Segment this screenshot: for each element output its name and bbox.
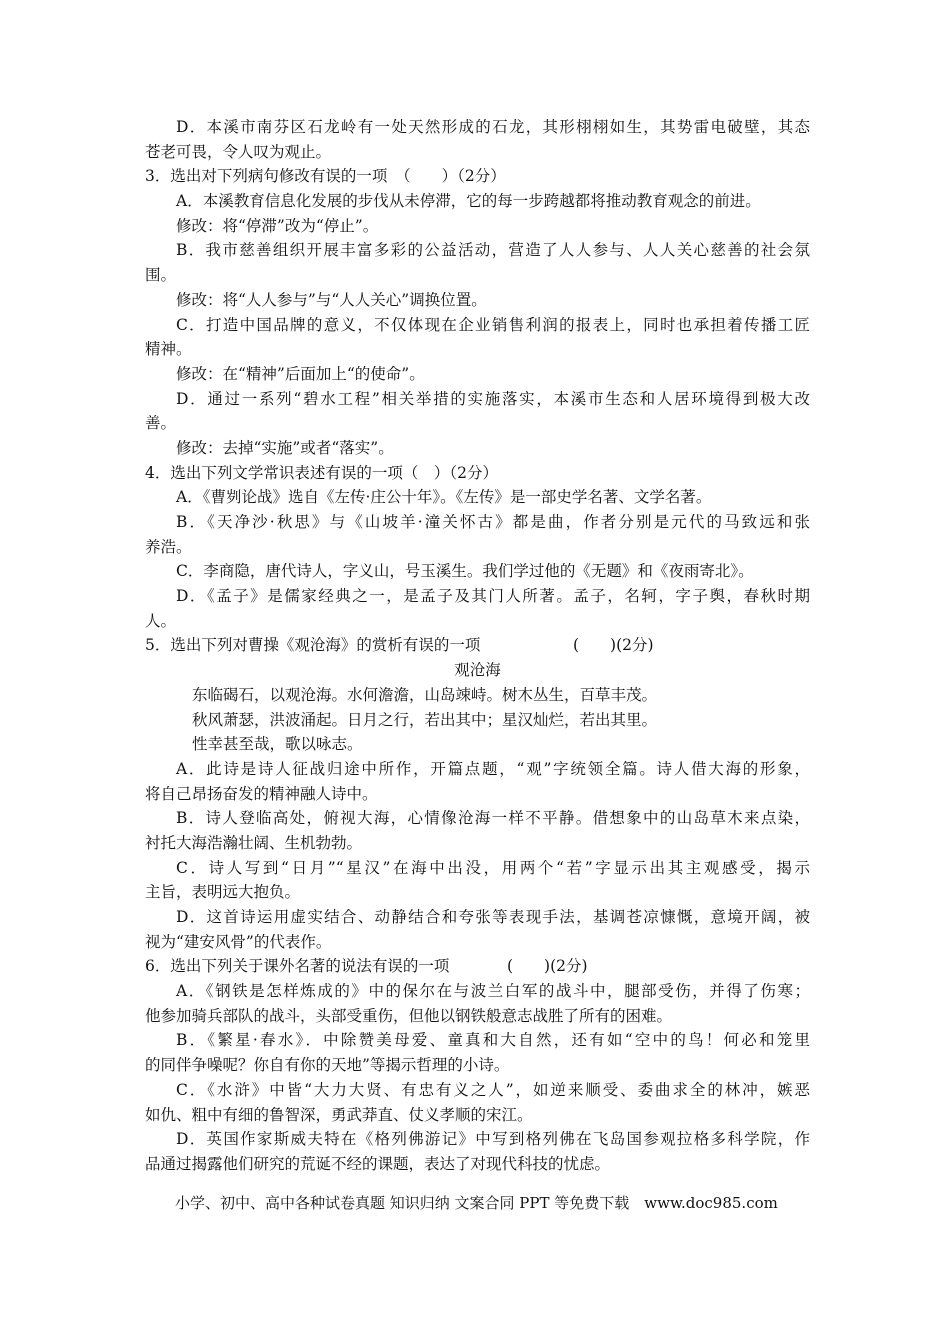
q3-option-a-fix: 修改：将“停滞”改为“停止”。 xyxy=(176,216,379,235)
q3-option-d-line2: 善。 xyxy=(145,414,177,433)
q6-title: 6．选出下列关于课外名著的说法有误的一项 xyxy=(145,957,450,976)
q4-option-c: C．李商隐，唐代诗人，字义山，号玉溪生。我们学过他的《无题》和《夜雨寄北》。 xyxy=(176,562,754,581)
q6-option-a-line1: A．《钢铁是怎样炼成的》中的保尔在与波兰白军的战斗中，腿部受伤，并得了伤寒； xyxy=(176,982,810,1001)
q3-option-b-line1: B．我市慈善组织开展丰富多彩的公益活动，营造了人人参与、人人关心慈善的社会氛 xyxy=(176,241,810,260)
q2-option-d-line2: 苍老可畏，令人叹为观止。 xyxy=(145,142,332,161)
q2-option-d-line1: D．本溪市南芬区石龙岭有一处天然形成的石龙，其形栩栩如生，其势雷电破壁，其态 xyxy=(176,118,810,136)
q4-title: 4．选出下列文学常识表述有误的一项（ ）（2分） xyxy=(145,463,498,482)
q5-poem-line1: 东临碣石，以观沧海。水何澹澹，山岛竦峙。树木丛生，百草丰茂。 xyxy=(192,685,658,704)
q5-option-a-line1: A．此诗是诗人征战归途中所作，开篇点题，“观”字统领全篇。诗人借大海的形象， xyxy=(176,759,810,778)
q5-title: 5．选出下列对曹操《观沧海》的赏析有误的一项 xyxy=(145,636,481,655)
page-footer: 小学、初中、高中各种试卷真题 知识归纳 文案合同 PPT 等免费下载 www.doc985.com xyxy=(175,1194,778,1212)
q5-option-a-line2: 将自己昂扬奋发的精神融人诗中。 xyxy=(145,784,378,803)
q3-option-b-fix: 修改：将“人人参与”与“人人关心”调换位置。 xyxy=(176,290,487,309)
q6-option-b-line2: 的同伴争噪呢？你自有你的天地”等揭示哲理的小诗。 xyxy=(145,1056,510,1075)
q3-option-b-line2: 围。 xyxy=(145,266,177,285)
q6-option-b-line1: B．《繁星·春水》．中除赞美母爱、童真和大自然，还有如“空中的鸟！何必和笼里 xyxy=(176,1031,810,1050)
q4-option-a: A．《曹刿论战》选自《左传·庄公十年》。《左传》是一部史学名著、文学名著。 xyxy=(176,488,712,507)
q5-poem-line3: 性幸甚至哉，歌以咏志。 xyxy=(192,735,363,754)
q6-option-d-line1: D．英国作家斯威夫特在《格列佛游记》中写到格列佛在飞岛国参观拉格多科学院，作 xyxy=(176,1130,810,1149)
q5-option-d-line1: D．这首诗运用虚实结合、动静结合和夸张等表现手法，基调苍凉慷慨，意境开阔，被 xyxy=(176,908,810,926)
q5-option-c-line2: 主旨，表明远大抱负。 xyxy=(145,883,301,902)
q6-option-c-line1: C．《水浒》中皆“大力大贤、有忠有义之人”，如逆来顺受、委曲求全的林冲，嫉恶 xyxy=(176,1080,810,1099)
q5-poem-line2: 秋风萧瑟，洪波涌起。日月之行，若出其中；星汉灿烂，若出其里。 xyxy=(192,710,658,729)
q5-title-row xyxy=(145,633,810,658)
q5-poem-title: 观沧海 xyxy=(454,661,501,680)
q3-option-c-line1: C．打造中国品牌的意义，不仅体现在企业销售利润的报表上，同时也承担着传播工匠 xyxy=(176,315,810,334)
q5-option-b-line2: 衬托大海浩瀚壮阔、生机勃勃。 xyxy=(145,833,363,852)
q5-option-c-line1: C．诗人写到“日月”“星汉”在海中出没，用两个“若”字显示出其主观感受，揭示 xyxy=(176,858,810,877)
q6-option-c-line2: 如仇、粗中有细的鲁智深，勇武莽直、仗义孝顺的宋江。 xyxy=(145,1105,533,1124)
q3-title: 3．选出对下列病句修改有误的一项 （ ）（2分） xyxy=(145,167,506,186)
q6-option-a-line2: 他参加骑兵部队的战斗，头部受重伤，但他以钢铁般意志战胜了所有的困难。 xyxy=(145,1006,673,1025)
q5-option-b-line1: B．诗人登临高处，俯视大海，心情像沧海一样不平静。借想象中的山岛草木来点染， xyxy=(176,809,810,828)
q3-option-d-line1: D．通过一系列“碧水工程”相关举措的实施落实，本溪市生态和人居环境得到极大改 xyxy=(176,389,810,408)
q5-option-d-line2: 视为“建安风骨”的代表作。 xyxy=(145,932,332,951)
q4-option-b-line2: 养浩。 xyxy=(145,537,192,556)
q4-option-d-line1: D．《孟子》是儒家经典之一，是孟子及其门人所著。孟子，名轲，字子舆，春秋时期 xyxy=(176,587,810,606)
q4-option-d-line2: 人。 xyxy=(145,611,177,630)
q4-option-b-line1: B．《天净沙·秋思》与《山坡羊·潼关怀古》都是曲，作者分别是元代的马致远和张 xyxy=(176,513,810,531)
q3-option-c-line2: 精神。 xyxy=(145,340,192,359)
q6-option-d-line2: 品通过揭露他们研究的荒诞不经的课题，表达了对现代科技的忧虑。 xyxy=(145,1154,611,1173)
q3-option-c-fix: 修改：在“精神”后面加上“的使命”。 xyxy=(176,364,425,383)
q3-option-a: A．本溪教育信息化发展的步伐从未停滞，它的每一步跨越都将推动教育观念的前进。 xyxy=(176,192,761,211)
document-body xyxy=(145,115,810,1177)
q6-title-row xyxy=(145,954,810,979)
q6-score-mark: ( )(2分) xyxy=(507,957,588,976)
q5-score-mark: ( )(2分) xyxy=(573,636,654,655)
q3-option-d-fix: 修改：去掉“实施”或者“落实”。 xyxy=(176,438,394,457)
